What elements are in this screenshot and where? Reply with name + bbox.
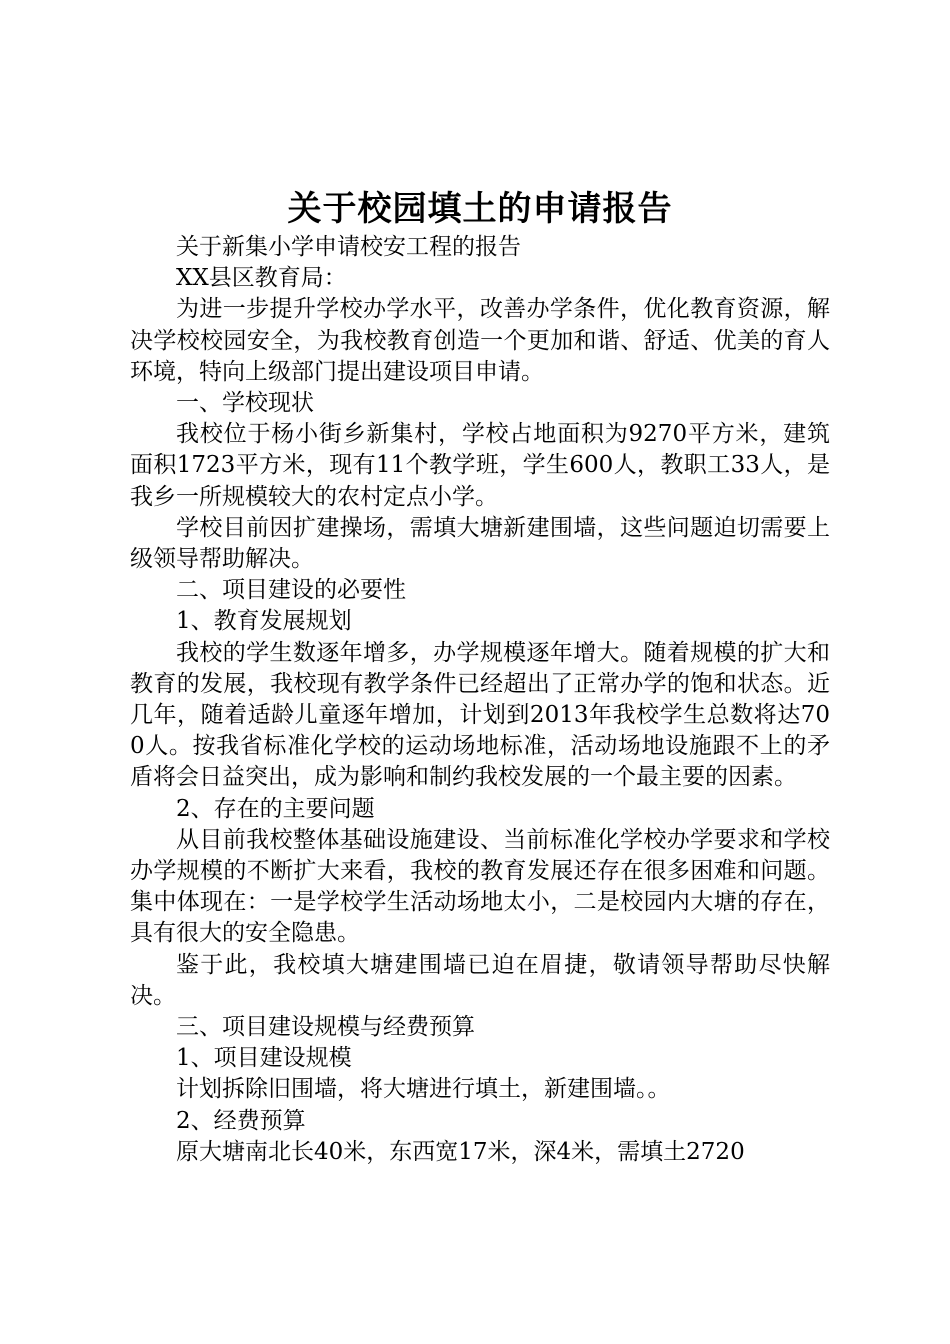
document-page <box>130 186 830 1168</box>
subsection-heading-3-2: 2、经费预算 <box>176 1107 306 1134</box>
request-paragraph: 鉴于此，我校填大塘建围墙已迫在眉捷，敬请领导帮助尽快解决。 <box>130 951 830 1009</box>
development-plan-paragraph: 我校的学生数逐年增多，办学规模逐年增大。随着规模的扩大和教育的发展，我校现有教学条件已经超出了正常办学的饱和状态。近几年，随着适龄儿童逐年增加，计划到2013年我校学生总数将达700人。按我省标准化学校的运动场地标准，活动场地设施跟不上的矛盾将会日益突出，成为影响和制约我校发展的一个最主要的因素。 <box>130 639 830 791</box>
report-subtitle: 关于新集小学申请校安工程的报告 <box>176 234 521 260</box>
subsection-heading-2-1: 1、教育发展规划 <box>176 608 352 635</box>
section-heading-1: 一、学校现状 <box>176 390 314 417</box>
budget-paragraph: 原大塘南北长40米，东西宽17米，深4米，需填土2720 <box>176 1138 745 1165</box>
subsection-heading-3-1: 1、项目建设规模 <box>176 1045 352 1072</box>
school-status-paragraph: 我校位于杨小街乡新集村，学校占地面积为9270平方米，建筑面积1723平方米，现有11个教学班，学生600人，教职工33人，是我乡一所规模较大的农村定点小学。 <box>130 421 830 510</box>
document-title: 关于校园填土的申请报告 <box>287 189 673 229</box>
intro-paragraph: 为进一步提升学校办学水平，改善办学条件，优化教育资源，解决学校校园安全，为我校教育创造一个更加和谐、舒适、优美的育人环境，特向上级部门提出建设项目申请。 <box>130 296 830 385</box>
construction-scale-paragraph: 计划拆除旧围墙，将大塘进行填土，新建围墙。。 <box>176 1076 671 1103</box>
addressee: XX县区教育局： <box>176 265 347 292</box>
subsection-heading-2-2: 2、存在的主要问题 <box>176 795 375 822</box>
main-problems-paragraph: 从目前我校整体基础设施建设、当前标准化学校办学要求和学校办学规模的不断扩大来看，我校的教育发展还存在很多困难和问题。集中体现在：一是学校学生活动场地太小，二是校园内大塘的存在，具有很大的安全隐患。 <box>130 826 830 947</box>
section-heading-3: 三、项目建设规模与经费预算 <box>176 1014 475 1041</box>
section-heading-2: 二、项目建设的必要性 <box>176 577 406 604</box>
school-issue-paragraph: 学校目前因扩建操场，需填大塘新建围墙，这些问题迫切需要上级领导帮助解决。 <box>130 514 830 573</box>
